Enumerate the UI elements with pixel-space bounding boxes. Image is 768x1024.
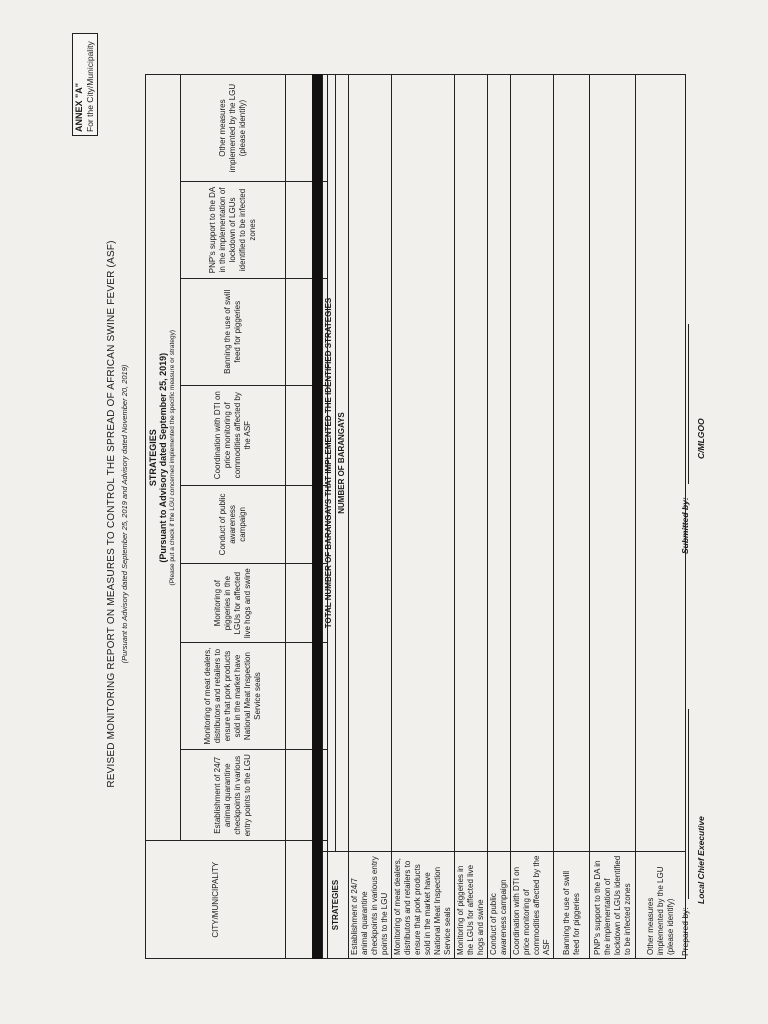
section-divider-bar bbox=[312, 74, 322, 959]
table1-column-headers bbox=[181, 75, 286, 959]
count-cell[interactable] bbox=[636, 75, 686, 852]
table-row bbox=[636, 75, 686, 959]
table-row bbox=[392, 75, 455, 959]
strategy-label: Banning the use of swill feed for piggeries bbox=[554, 852, 590, 959]
cmlgoo-label: C/MLGOO bbox=[696, 418, 706, 459]
count-cell[interactable] bbox=[590, 75, 636, 852]
strategies-column-header: STRATEGIES bbox=[323, 852, 349, 959]
city-municipality-header: CITY/MUNICIPALITY bbox=[146, 841, 286, 959]
count-cell[interactable] bbox=[455, 75, 488, 852]
count-cell[interactable] bbox=[392, 75, 455, 852]
col-quarantine-checkpoints: Establishment of 24/7 animal quarantine checkpoints in various entry points to the LGU bbox=[181, 750, 286, 841]
count-cell[interactable] bbox=[488, 75, 511, 852]
annex-box bbox=[72, 33, 98, 136]
col-piggeries: Monitoring of piggeries in the LGUs for affected live hogs and swine bbox=[181, 564, 286, 643]
table-row bbox=[349, 75, 392, 959]
strategy-label: Monitoring of piggeries in the LGUs for affected live hogs and swine bbox=[455, 852, 488, 959]
table-row bbox=[455, 75, 488, 959]
table2-heading-row bbox=[323, 75, 336, 959]
strategy-label: Coordination with DTI on price monitoring of commodities affected by the ASF bbox=[511, 852, 554, 959]
strategy-label: Conduct of public awareness campaign bbox=[488, 852, 511, 959]
report-subtitle: (Pursuant to Advisory dated September 25, 2019 and Advisory dated November 20, 2019) bbox=[120, 364, 129, 664]
table2-subheading-row bbox=[336, 75, 349, 959]
table-row bbox=[554, 75, 590, 959]
prepared-by-label: Prepared by: bbox=[680, 907, 690, 956]
submitted-by-label: Submitted by: bbox=[680, 497, 690, 554]
table-row bbox=[590, 75, 636, 959]
report-title: REVISED MONITORING REPORT ON MEASURES TO CONTROL THE SPREAD OF AFRICAN SWINE FEVER (ASF) bbox=[106, 240, 117, 788]
prepared-by-signature-line[interactable] bbox=[688, 709, 689, 899]
count-cell[interactable] bbox=[349, 75, 392, 852]
strategy-label: PNP's support to the DA in the implementation of lockdown of LGUs identified to be infected zones bbox=[590, 852, 636, 959]
strategies-heading bbox=[146, 75, 181, 841]
lgu-strategies-table bbox=[145, 74, 328, 959]
total-barangays-heading: TOTAL NUMBER OF BARANGAYS THAT IMPLEMENTED THE IDENTIFIED STRATEGIES bbox=[323, 75, 336, 852]
col-swill-feed-ban: Banning the use of swill feed for piggeries bbox=[181, 278, 286, 385]
col-meat-dealers: Monitoring of meat dealers, distributors and retailers to ensure that pork products sold in the market have National Meat Inspection Service seals bbox=[181, 643, 286, 750]
strategy-label: Other measures implemented by the LGU (please identify) bbox=[636, 852, 686, 959]
strategies-subtitle: (Pursuant to Advisory dated September 25, 2019) bbox=[158, 352, 168, 563]
annex-scope: For the City/Municipality bbox=[85, 41, 95, 132]
table-row bbox=[511, 75, 554, 959]
col-awareness-campaign: Conduct of public awareness campaign bbox=[181, 485, 286, 564]
count-cell[interactable] bbox=[554, 75, 590, 852]
strategies-note: (Please put a check if the LGU concerned implemented the specific measure or strategy) bbox=[169, 330, 176, 586]
strategy-label: Monitoring of meat dealers, distributors and retailers to ensure that pork products sold in the market have National Meat Inspection Service seals bbox=[392, 852, 455, 959]
barangay-totals-table bbox=[322, 74, 686, 959]
local-chief-executive-label: Local Chief Executive bbox=[696, 816, 706, 904]
submitted-by-signature-line[interactable] bbox=[688, 324, 689, 484]
number-of-barangays-heading: NUMBER OF BARANGAYS bbox=[336, 75, 349, 852]
col-dti-coordination: Coordination with DTI on price monitoring of commodities affected by the ASF bbox=[181, 385, 286, 485]
count-cell[interactable] bbox=[511, 75, 554, 852]
table-row bbox=[488, 75, 511, 959]
col-other-measures: Other measures implemented by the LGU (please identify) bbox=[181, 75, 286, 182]
col-pnp-support: PNP's support to the DA in the implementation of lockdown of LGUs identified to be infected zones bbox=[181, 182, 286, 279]
strategy-label: Establishment of 24/7 animal quarantine checkpoints in various entry points to the LGU bbox=[349, 852, 392, 959]
annex-label: ANNEX "A" bbox=[74, 82, 84, 132]
strategies-title: STRATEGIES bbox=[148, 429, 158, 487]
table1-heading-row bbox=[146, 75, 181, 959]
